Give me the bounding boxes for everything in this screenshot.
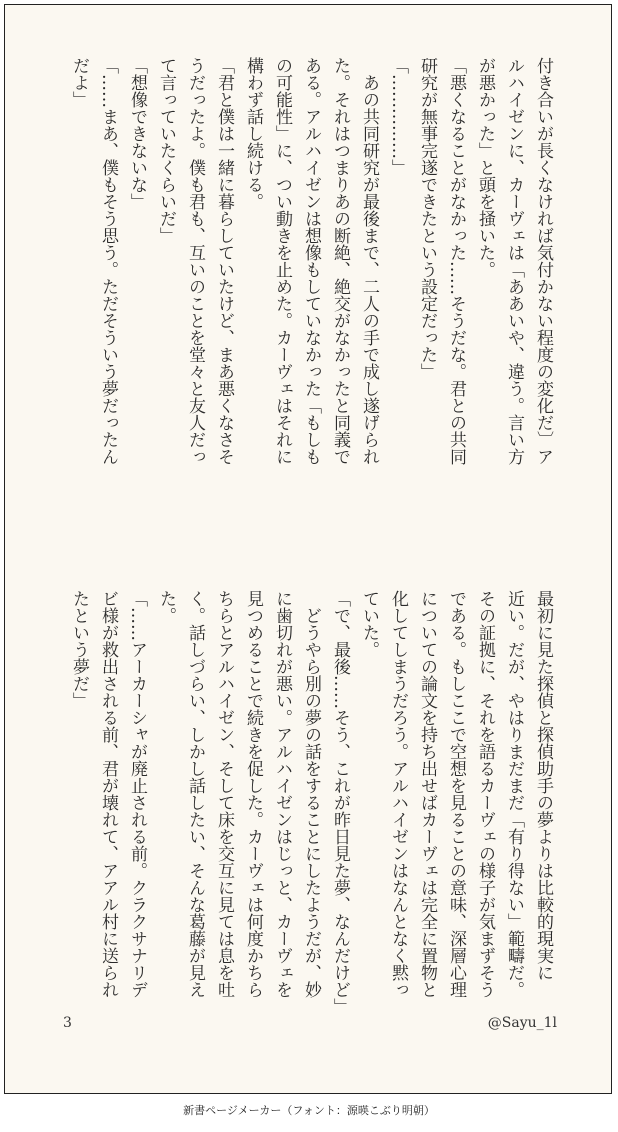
text-line: ていた。 [359,590,379,658]
text-line: 「悪くなることがなかった……そうだな。君との共同 [446,57,466,465]
text-line: 研究が無事完遂できたという設定だった」 [417,57,437,380]
text-line: 「君と僕は一緒に暮らしていたけど、まあ悪くなさそ [214,57,234,465]
footer-credit: 新書ページメーカー（フォント：源暎こぶり明朝） [183,1104,435,1117]
page-number: 3 [63,1015,72,1031]
text-line: だよ」 [69,57,89,108]
text-line: についての論文を持ち出せばカーヴェは完全に置物と [417,590,437,998]
text-line: 「で、最後……そう、これが昨日見た夢、なんだけど」 [330,590,350,1015]
text-line: 付き合いが長くなければ気付かない程度の変化だ〕ア [533,57,553,465]
text-line: て言っていたくらいだ」 [156,57,176,244]
text-line: あの共同研究が最後まで、二人の手で成し遂げられ [359,57,379,465]
text-line: 「……アーカーシャが廃止される前。クラクサナリデ [127,590,147,998]
text-line: が悪かった」と頭を掻いた。 [475,57,495,278]
text-line: その証拠に、それを語るカーヴェの様子が気まずそう [475,590,495,998]
text-line: ある。アルハイゼンは想像もしていなかった「もしも [301,57,321,465]
text-line: たという夢だ」 [69,590,89,709]
text-line: 「想像できないな」 [127,57,147,210]
text-line: た。それはつまりあの断絶、絶交がなかったと同義で [330,57,350,465]
page [4,4,612,1094]
text-line: どうやら別の夢の話をすることにしたようだが、妙 [301,590,321,998]
text-line: うだったよ。僕も君も、互いのことを堂々と友人だっ [185,57,205,465]
text-block-bottom [64,590,557,1015]
text-line: く。話しづらい、しかし話したい、そんな葛藤が見え [185,590,205,998]
text-line: ちらとアルハイゼン、そして床を交互に見ては息を吐 [214,590,234,998]
text-line: 「……………」 [388,57,408,176]
text-line: 化してしまうだろう。アルハイゼンはなんとなく黙っ [388,590,408,998]
text-line: 見つめることで続きを促した。カーヴェは何度かちら [243,590,263,998]
text-line: 最初に見た探偵と探偵助手の夢よりは比較的現実に [533,590,553,981]
text-line: である。もしここで空想を見ることの意味、深層心理 [446,590,466,998]
text-line: 「……まあ、僕もそう思う。ただそういう夢だったん [98,57,118,465]
text-line: 構わず話し続ける。 [243,57,263,210]
text-line: ルハイゼンに、カーヴェは「ああいや、違う。言い方 [504,57,524,465]
author-handle: @Sayu_1l [487,1015,557,1031]
text-line: た。 [156,590,176,624]
text-block-top [64,57,557,527]
text-line: に歯切れが悪い。アルハイゼンはじっと、カーヴェを [272,590,292,998]
text-line: の可能性」に、つい動きを止めた。カーヴェはそれに [272,57,292,465]
text-line: ビ様が救出される前、君が壊れて、アアル村に送られ [98,590,118,998]
text-line: 近い。だが、やはりまだまだ「有り得ない」範疇だ。 [504,590,524,998]
